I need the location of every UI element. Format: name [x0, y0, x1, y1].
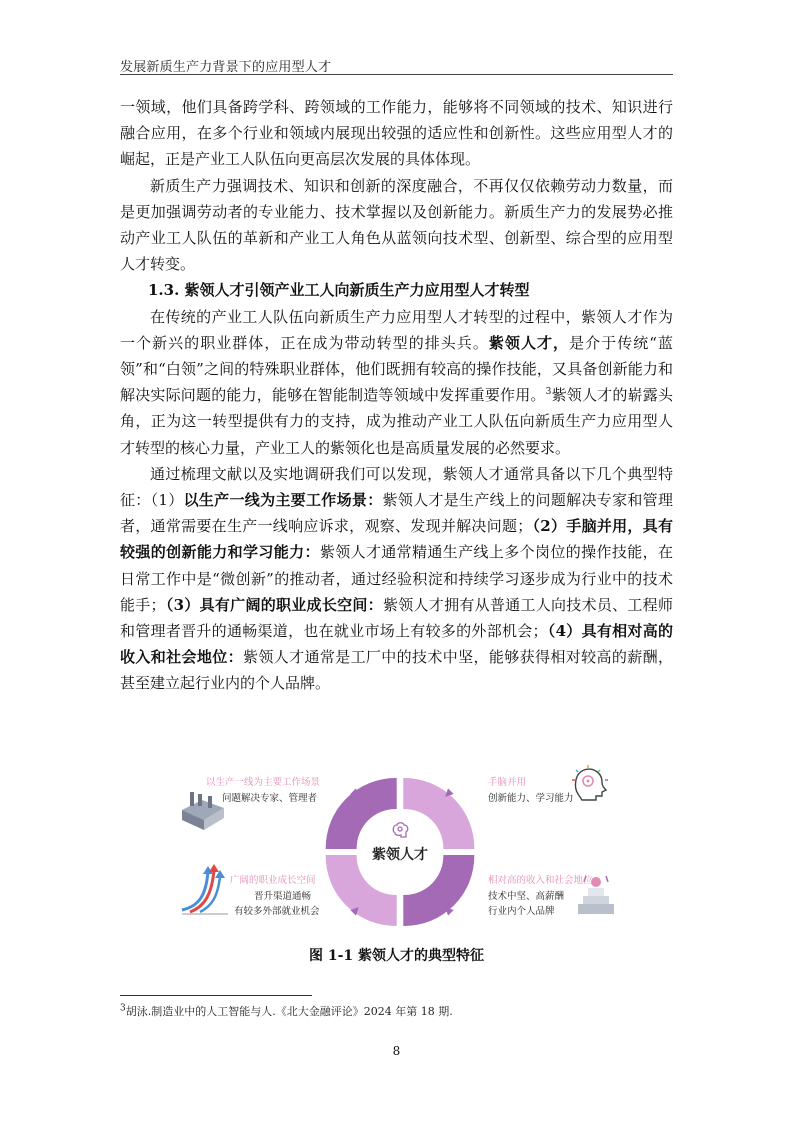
footnote-rule: [120, 995, 312, 996]
p3-bold-term: 紫领人才，: [488, 333, 570, 352]
p4-text-1: 紫领人才是生产线上的问题解决专家和管理者，通常需要在生产一线响应诉求，观察、发现并解决问题；: [120, 491, 673, 536]
feature-1-title: 以生产一线为主要工作场景: [206, 777, 321, 788]
purple-collar-figure: [170, 762, 620, 940]
p3-text-d: 紫领人才的崭露头角，正为这一转型提供有力的支持，成为推动产业工人队伍向新质生产力应用型人才转型的核心力量，产业工人的紫领化也是高质量发展的必然要求。: [120, 386, 673, 457]
running-header: 发展新质生产力背景下的应用型人才: [120, 60, 332, 75]
paragraph-4: [120, 461, 673, 697]
p4-bold-2: （2）手脑并用，具有较强的创新能力和学习能力：: [120, 517, 673, 562]
feature-2-desc: 创新能力、学习能力: [488, 793, 574, 804]
paragraph-3: [120, 304, 673, 461]
center-label: 紫领人才: [372, 847, 428, 863]
feature-2-title: 手脑并用: [488, 777, 527, 788]
footnote-marker: 3: [120, 1003, 126, 1014]
p4-text-3: 紫领人才拥有从普通工人向技术员、工程师和管理者晋升的通畅渠道，也在就业市场上有较多的外部机会；: [120, 595, 673, 641]
feature-3-desc-1: 晋升渠道通畅: [254, 891, 312, 902]
p4-text-a: 通过梳理文献以及实地调研我们可以发现，紫领人才通常具备以下几个典型特征：（1）: [120, 464, 673, 510]
feature-3-title: 广阔的职业成长空间: [230, 875, 316, 886]
p4-text-4: 紫领人才通常是工厂中的技术中坚，能够获得相对较高的薪酬，甚至建立起行业内的个人品牌。: [120, 648, 673, 693]
head-idea-icon: [572, 765, 608, 800]
paragraph-1: 一领域，他们具备跨学科、跨领域的工作能力，能够将不同领域的技术、知识进行融合应用，在多个行业和领域内展现出较强的适应性和创新性。这些应用型人才的崛起，正是产业工人队伍向更高层次发展的具体体现。: [120, 98, 673, 169]
section-heading: 1.3. 紫领人才引领产业工人向新质生产力应用型人才转型: [148, 281, 530, 300]
feature-4-desc-2: 行业内个人品牌: [488, 906, 555, 917]
growth-arrows-icon: [182, 864, 228, 914]
body-text: [120, 94, 673, 697]
feature-4-title: 相对高的收入和社会地位: [488, 875, 593, 886]
p3-text-a: 在传统的产业工人队伍向新质生产力应用型人才转型的过程中，紫领人才作为一个新兴的职业群体，正在成为带动转型的排头兵。: [120, 307, 673, 352]
figure-caption: 图 1-1 紫领人才的典型特征: [308, 948, 485, 964]
feature-3-desc-2: 有较多外部就业机会: [234, 906, 320, 917]
p3-text-c: 是介于传统“蓝领”和“白领”之间的特殊职业群体，他们既拥有较高的操作技能，又具备创新能力和解决实际问题的能力，能够在智能制造等领域中发挥重要作用。: [120, 333, 673, 405]
p4-bold-4: （4）具有相对高的收入和社会地位：: [120, 622, 673, 667]
p4-bold-1: 以生产一线为主要工作场景：: [183, 491, 383, 510]
p4-bold-3: （3）具有广阔的职业成长空间：: [165, 595, 383, 614]
feature-4-desc-1: 技术中坚、高薪酬: [488, 891, 565, 902]
page-number: 8: [392, 1044, 401, 1058]
p4-text-2: 紫领人才通常精通生产线上多个岗位的操作技能，在日常工作中是“微创新”的推动者，通过经验积淀和持续学习逐步成为行业中的技术能手；: [120, 543, 673, 614]
factory-icon: [182, 792, 224, 830]
footnote-text: 胡泳.制造业中的人工智能与人.《北大金融评论》2024 年第 18 期.: [125, 1005, 453, 1018]
paragraph-2: 新质生产力强调技术、知识和创新的深度融合，不再仅仅依赖劳动力数量，而是更加强调劳动者的专业能力、技术掌握以及创新能力。新质生产力的发展势必推动产业工人队伍的革新和产业工人角色从蓝领向技术型、创新型、综合型的应用型人才转变。: [120, 176, 673, 274]
footnote: [120, 1003, 673, 1019]
footnote-ref[interactable]: 3: [545, 387, 552, 398]
feature-1-desc: 问题解决专家、管理者: [222, 793, 318, 804]
header-rule: [120, 74, 673, 75]
